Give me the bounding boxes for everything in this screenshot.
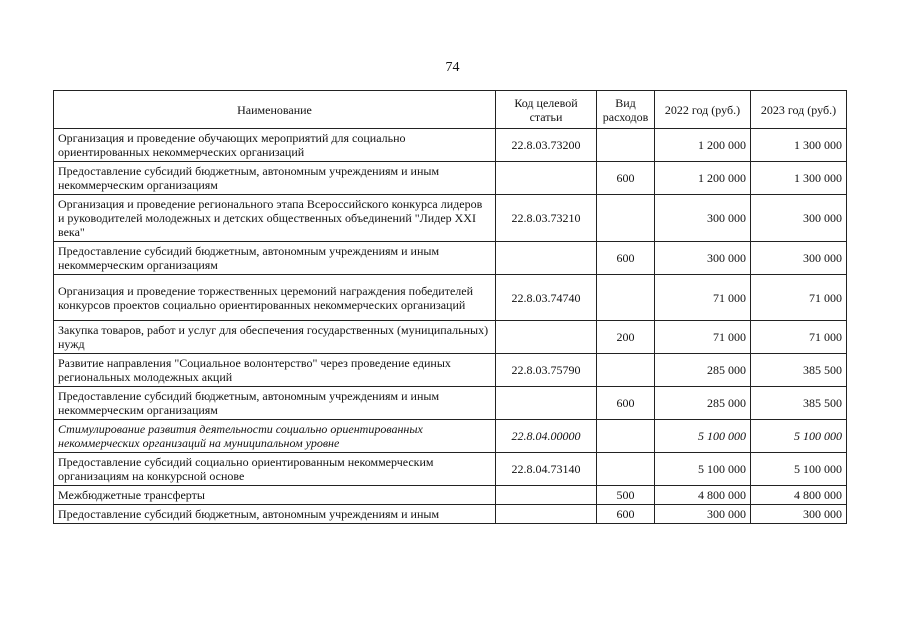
- row-amount-2023: 71 000: [751, 321, 847, 354]
- row-code: [496, 321, 597, 354]
- row-amount-2022: 300 000: [655, 242, 751, 275]
- row-code: 22.8.03.74740: [496, 275, 597, 321]
- row-name: Организация и проведение обучающих мероприятий для социально ориентированных некоммерческих организаций: [54, 129, 496, 162]
- row-code: [496, 486, 597, 505]
- table-row: [54, 129, 847, 162]
- row-amount-2022: 5 100 000: [655, 453, 751, 486]
- row-name: Развитие направления "Социальное волонтерство" через проведение единых региональных молодежных акций: [54, 354, 496, 387]
- row-amount-2023: 4 800 000: [751, 486, 847, 505]
- table-row: [54, 321, 847, 354]
- row-name: Закупка товаров, работ и услуг для обеспечения государственных (муниципальных) нужд: [54, 321, 496, 354]
- table-row: [54, 505, 847, 524]
- header-2022: 2022 год (руб.): [655, 91, 751, 129]
- table-row: [54, 195, 847, 242]
- table-row: [54, 387, 847, 420]
- row-expense-type: 600: [597, 387, 655, 420]
- table-row: [54, 486, 847, 505]
- table-row: [54, 453, 847, 486]
- row-amount-2023: 5 100 000: [751, 453, 847, 486]
- row-amount-2022: 285 000: [655, 387, 751, 420]
- row-name: Предоставление субсидий бюджетным, автономным учреждениям и иным: [54, 505, 496, 524]
- row-expense-type: 600: [597, 162, 655, 195]
- budget-table: [53, 90, 847, 524]
- row-expense-type: [597, 195, 655, 242]
- row-code: [496, 505, 597, 524]
- row-expense-type: [597, 354, 655, 387]
- row-amount-2022: 71 000: [655, 321, 751, 354]
- row-name: Стимулирование развития деятельности социально ориентированных некоммерческих организаций на муниципальном уровне: [54, 420, 496, 453]
- row-name: Предоставление субсидий бюджетным, автономным учреждениям и иным некоммерческим организациям: [54, 162, 496, 195]
- row-amount-2023: 1 300 000: [751, 162, 847, 195]
- table-row: [54, 242, 847, 275]
- row-expense-type: [597, 129, 655, 162]
- header-2023: 2023 год (руб.): [751, 91, 847, 129]
- row-amount-2022: 71 000: [655, 275, 751, 321]
- row-amount-2023: 1 300 000: [751, 129, 847, 162]
- row-expense-type: 600: [597, 505, 655, 524]
- row-amount-2023: 5 100 000: [751, 420, 847, 453]
- row-code: 22.8.04.73140: [496, 453, 597, 486]
- row-code: [496, 242, 597, 275]
- row-amount-2022: 285 000: [655, 354, 751, 387]
- row-amount-2022: 1 200 000: [655, 162, 751, 195]
- row-amount-2022: 1 200 000: [655, 129, 751, 162]
- page-number: 74: [445, 60, 460, 75]
- header-type: Вид расходов: [597, 91, 655, 129]
- row-name: Предоставление субсидий бюджетным, автономным учреждениям и иным некоммерческим организациям: [54, 242, 496, 275]
- row-expense-type: 500: [597, 486, 655, 505]
- row-amount-2023: 300 000: [751, 195, 847, 242]
- row-amount-2023: 385 500: [751, 387, 847, 420]
- row-code: 22.8.03.73210: [496, 195, 597, 242]
- row-name: Предоставление субсидий социально ориентированным некоммерческим организациям на конкурсной основе: [54, 453, 496, 486]
- table-row: [54, 354, 847, 387]
- row-expense-type: [597, 453, 655, 486]
- row-amount-2023: 300 000: [751, 242, 847, 275]
- row-name: Организация и проведение торжественных церемоний награждения победителей конкурсов проектов социально ориентированных некоммерческих организаций: [54, 275, 496, 321]
- row-code: 22.8.03.75790: [496, 354, 597, 387]
- row-expense-type: [597, 275, 655, 321]
- row-amount-2022: 4 800 000: [655, 486, 751, 505]
- row-expense-type: [597, 420, 655, 453]
- row-amount-2023: 71 000: [751, 275, 847, 321]
- table-row: [54, 420, 847, 453]
- row-code: [496, 162, 597, 195]
- table-header-row: [54, 91, 847, 129]
- header-code: Код целевой статьи: [496, 91, 597, 129]
- row-code: [496, 387, 597, 420]
- row-name: Организация и проведение регионального этапа Всероссийского конкурса лидеров и руководителей молодежных и детских общественных объединений "Лидер XXI века": [54, 195, 496, 242]
- row-amount-2023: 300 000: [751, 505, 847, 524]
- row-amount-2022: 5 100 000: [655, 420, 751, 453]
- row-expense-type: 200: [597, 321, 655, 354]
- row-name: Предоставление субсидий бюджетным, автономным учреждениям и иным некоммерческим организациям: [54, 387, 496, 420]
- header-name: Наименование: [54, 91, 496, 129]
- row-code: 22.8.04.00000: [496, 420, 597, 453]
- row-name: Межбюджетные трансферты: [54, 486, 496, 505]
- row-expense-type: 600: [597, 242, 655, 275]
- row-code: 22.8.03.73200: [496, 129, 597, 162]
- row-amount-2022: 300 000: [655, 195, 751, 242]
- table-row: [54, 162, 847, 195]
- row-amount-2022: 300 000: [655, 505, 751, 524]
- table-row: [54, 275, 847, 321]
- row-amount-2023: 385 500: [751, 354, 847, 387]
- table-body: [54, 129, 847, 524]
